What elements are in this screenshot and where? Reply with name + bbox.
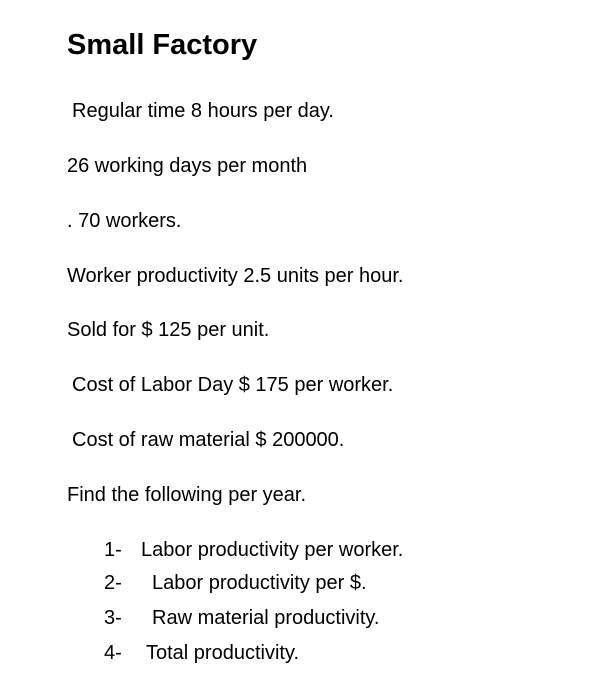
list-item-text: Labor productivity per $. [152, 572, 367, 594]
list-item [104, 605, 524, 631]
list-item-text: Raw material productivity. [152, 607, 380, 629]
labor-cost-line: Cost of Labor Day $ 175 per worker. [72, 374, 394, 396]
regular-time-line: Regular time 8 hours per day. [72, 100, 334, 122]
list-item [104, 640, 524, 666]
list-item-text: Labor productivity per worker. [141, 539, 404, 561]
list-item-text: Total productivity. [146, 642, 300, 664]
list-item [104, 570, 524, 596]
list-item-number: 4- [104, 642, 122, 664]
instruction-line: Find the following per year. [67, 484, 307, 506]
worker-productivity-line: Worker productivity 2.5 units per hour. [67, 265, 404, 287]
list-item-number: 1- [104, 539, 122, 561]
list-item [104, 537, 524, 563]
document-title: Small Factory [67, 29, 258, 61]
list-item-number: 2- [104, 572, 122, 594]
raw-material-cost-line: Cost of raw material $ 200000. [72, 429, 345, 451]
sale-price-line: Sold for $ 125 per unit. [67, 319, 270, 341]
working-days-line: 26 working days per month [67, 155, 308, 177]
workers-line: . 70 workers. [67, 210, 182, 232]
list-item-number: 3- [104, 607, 122, 629]
